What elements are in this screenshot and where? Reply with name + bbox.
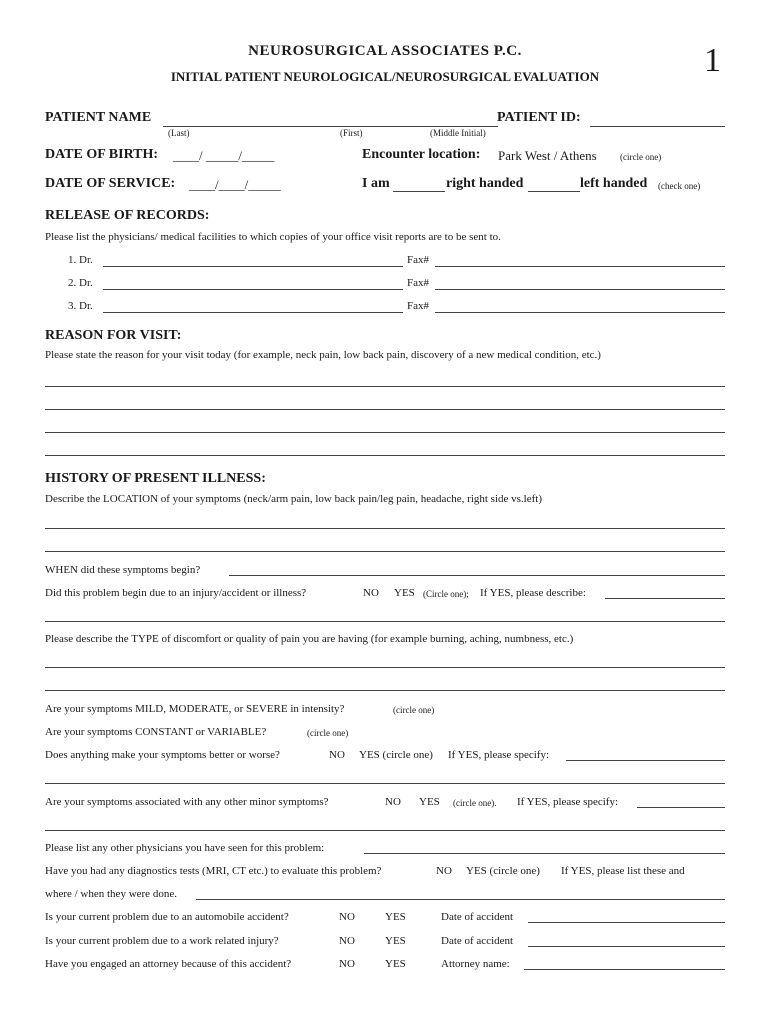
work-yes[interactable]: YES: [385, 935, 406, 947]
diagnostics-if-yes: If YES, please list these and: [561, 865, 685, 877]
check-one-note: (check one): [658, 181, 701, 191]
reason-line-3[interactable]: [45, 432, 725, 433]
encounter-circle-note: (circle one): [620, 152, 662, 162]
release-fax-3-field[interactable]: [435, 312, 725, 313]
injury-if-yes: If YES, please describe:: [480, 587, 586, 599]
when-field[interactable]: [229, 575, 725, 576]
dos-label: DATE OF SERVICE:: [45, 176, 176, 191]
patient-name-label: PATIENT NAME: [45, 110, 152, 125]
work-date-label: Date of accident: [441, 935, 514, 947]
release-fax-2-field[interactable]: [435, 289, 725, 290]
better-worse-no[interactable]: NO: [329, 749, 345, 761]
diagnostics-question: Have you had any diagnostics tests (MRI, CT etc.) to evaluate this problem?: [45, 865, 382, 877]
work-no[interactable]: NO: [339, 935, 355, 947]
attorney-question: Have you engaged an attorney because of this accident?: [45, 958, 292, 970]
patient-id-field[interactable]: [590, 126, 725, 127]
dob-label: DATE OF BIRTH:: [45, 147, 159, 162]
better-worse-if-yes: If YES, please specify:: [448, 749, 550, 761]
release-fax-2: Fax#: [407, 277, 429, 289]
attorney-name-label: Attorney name:: [441, 958, 510, 970]
better-worse-question: Does anything make your symptoms better or worse?: [45, 749, 280, 761]
location-line-2[interactable]: [45, 551, 725, 552]
location-question: Describe the LOCATION of your symptoms (neck/arm pain, low back pain/leg pain, headache, right side vs.left): [45, 493, 542, 505]
patient-name-field[interactable]: [163, 126, 498, 127]
patient-id-label: PATIENT ID:: [497, 110, 581, 125]
type-question: Please describe the TYPE of discomfort or quality of pain you are having (for example burning, aching, numbness, etc.): [45, 633, 574, 645]
injury-line-2[interactable]: [45, 621, 725, 622]
physicians-field[interactable]: [364, 853, 725, 854]
auto-date-field[interactable]: [528, 922, 725, 923]
auto-yes[interactable]: YES: [385, 911, 406, 923]
history-heading: HISTORY OF PRESENT ILLNESS:: [45, 471, 266, 486]
middle-caption: (Middle Initial): [430, 128, 486, 138]
encounter-options[interactable]: Park West / Athens: [498, 148, 597, 163]
release-dr-3-field[interactable]: [103, 312, 403, 313]
attorney-yes[interactable]: YES: [385, 958, 406, 970]
right-handed-blank[interactable]: [393, 191, 445, 192]
reason-heading: REASON FOR VISIT:: [45, 328, 182, 343]
intensity-circle-note: (circle one): [393, 705, 435, 715]
release-fax-3: Fax#: [407, 300, 429, 312]
physicians-question: Please list any other physicians you have seen for this problem:: [45, 842, 325, 854]
constant-question: Are your symptoms CONSTANT or VARIABLE?: [45, 726, 267, 738]
intensity-question: Are your symptoms MILD, MODERATE, or SEVERE in intensity?: [45, 703, 345, 715]
release-fax-1: Fax#: [407, 254, 429, 266]
release-dr-2-field[interactable]: [103, 289, 403, 290]
injury-yes[interactable]: YES: [394, 587, 415, 599]
injury-no[interactable]: NO: [363, 587, 379, 599]
work-question: Is your current problem due to a work related injury?: [45, 935, 279, 947]
org-name: NEUROSURGICAL ASSOCIATES P.C.: [248, 43, 522, 59]
attorney-name-field[interactable]: [524, 969, 725, 970]
reason-instruction: Please state the reason for your visit today (for example, neck pain, low back pain, discovery of a new medical condition, etc.): [45, 349, 601, 361]
injury-question: Did this problem begin due to an injury/accident or illness?: [45, 587, 307, 599]
injury-circle-note: (Circle one);: [423, 589, 469, 599]
better-worse-line-2[interactable]: [45, 783, 725, 784]
minor-line-2[interactable]: [45, 830, 725, 831]
first-caption: (First): [340, 128, 363, 138]
diagnostics-field[interactable]: [196, 899, 725, 900]
auto-date-label: Date of accident: [441, 911, 514, 923]
work-date-field[interactable]: [528, 946, 725, 947]
minor-if-yes: If YES, please specify:: [517, 796, 619, 808]
i-am-label: I am: [362, 176, 390, 191]
release-instruction: Please list the physicians/ medical facilities to which copies of your office visit reports are to be sent to.: [45, 231, 501, 243]
type-line-2[interactable]: [45, 690, 725, 691]
better-worse-yes[interactable]: YES (circle one): [359, 749, 433, 761]
left-handed-blank[interactable]: [528, 191, 580, 192]
dos-field[interactable]: ____/____/_____: [189, 177, 281, 192]
diagnostics-where: where / when they were done.: [45, 888, 177, 900]
type-line-1[interactable]: [45, 667, 725, 668]
release-dr-1-field[interactable]: [103, 266, 403, 267]
left-handed-label: left handed: [580, 176, 648, 191]
diagnostics-yes[interactable]: YES (circle one): [466, 865, 540, 877]
page-number: 1: [704, 42, 721, 79]
injury-describe-field[interactable]: [605, 598, 725, 599]
minor-yes[interactable]: YES: [419, 796, 440, 808]
reason-line-4[interactable]: [45, 455, 725, 456]
auto-no[interactable]: NO: [339, 911, 355, 923]
minor-question: Are your symptoms associated with any other minor symptoms?: [45, 796, 329, 808]
dob-field[interactable]: ____/ _____/_____: [173, 148, 275, 163]
reason-line-2[interactable]: [45, 409, 725, 410]
diagnostics-no[interactable]: NO: [436, 865, 452, 877]
better-worse-field[interactable]: [566, 760, 725, 761]
constant-circle-note: (circle one): [307, 728, 349, 738]
minor-field[interactable]: [637, 807, 725, 808]
release-dr-1: 1. Dr.: [68, 254, 93, 266]
location-line-1[interactable]: [45, 528, 725, 529]
attorney-no[interactable]: NO: [339, 958, 355, 970]
release-heading: RELEASE OF RECORDS:: [45, 208, 210, 223]
release-dr-3: 3. Dr.: [68, 300, 93, 312]
minor-no[interactable]: NO: [385, 796, 401, 808]
encounter-label: Encounter location:: [362, 147, 481, 162]
right-handed-label: right handed: [446, 176, 524, 191]
auto-question: Is your current problem due to an automobile accident?: [45, 911, 289, 923]
form-title: INITIAL PATIENT NEUROLOGICAL/NEUROSURGICAL EVALUATION: [170, 69, 600, 84]
when-question: WHEN did these symptoms begin?: [45, 564, 201, 576]
minor-circle-note: (circle one).: [453, 798, 497, 808]
release-fax-1-field[interactable]: [435, 266, 725, 267]
reason-line-1[interactable]: [45, 386, 725, 387]
last-caption: (Last): [168, 128, 190, 138]
release-dr-2: 2. Dr.: [68, 277, 93, 289]
